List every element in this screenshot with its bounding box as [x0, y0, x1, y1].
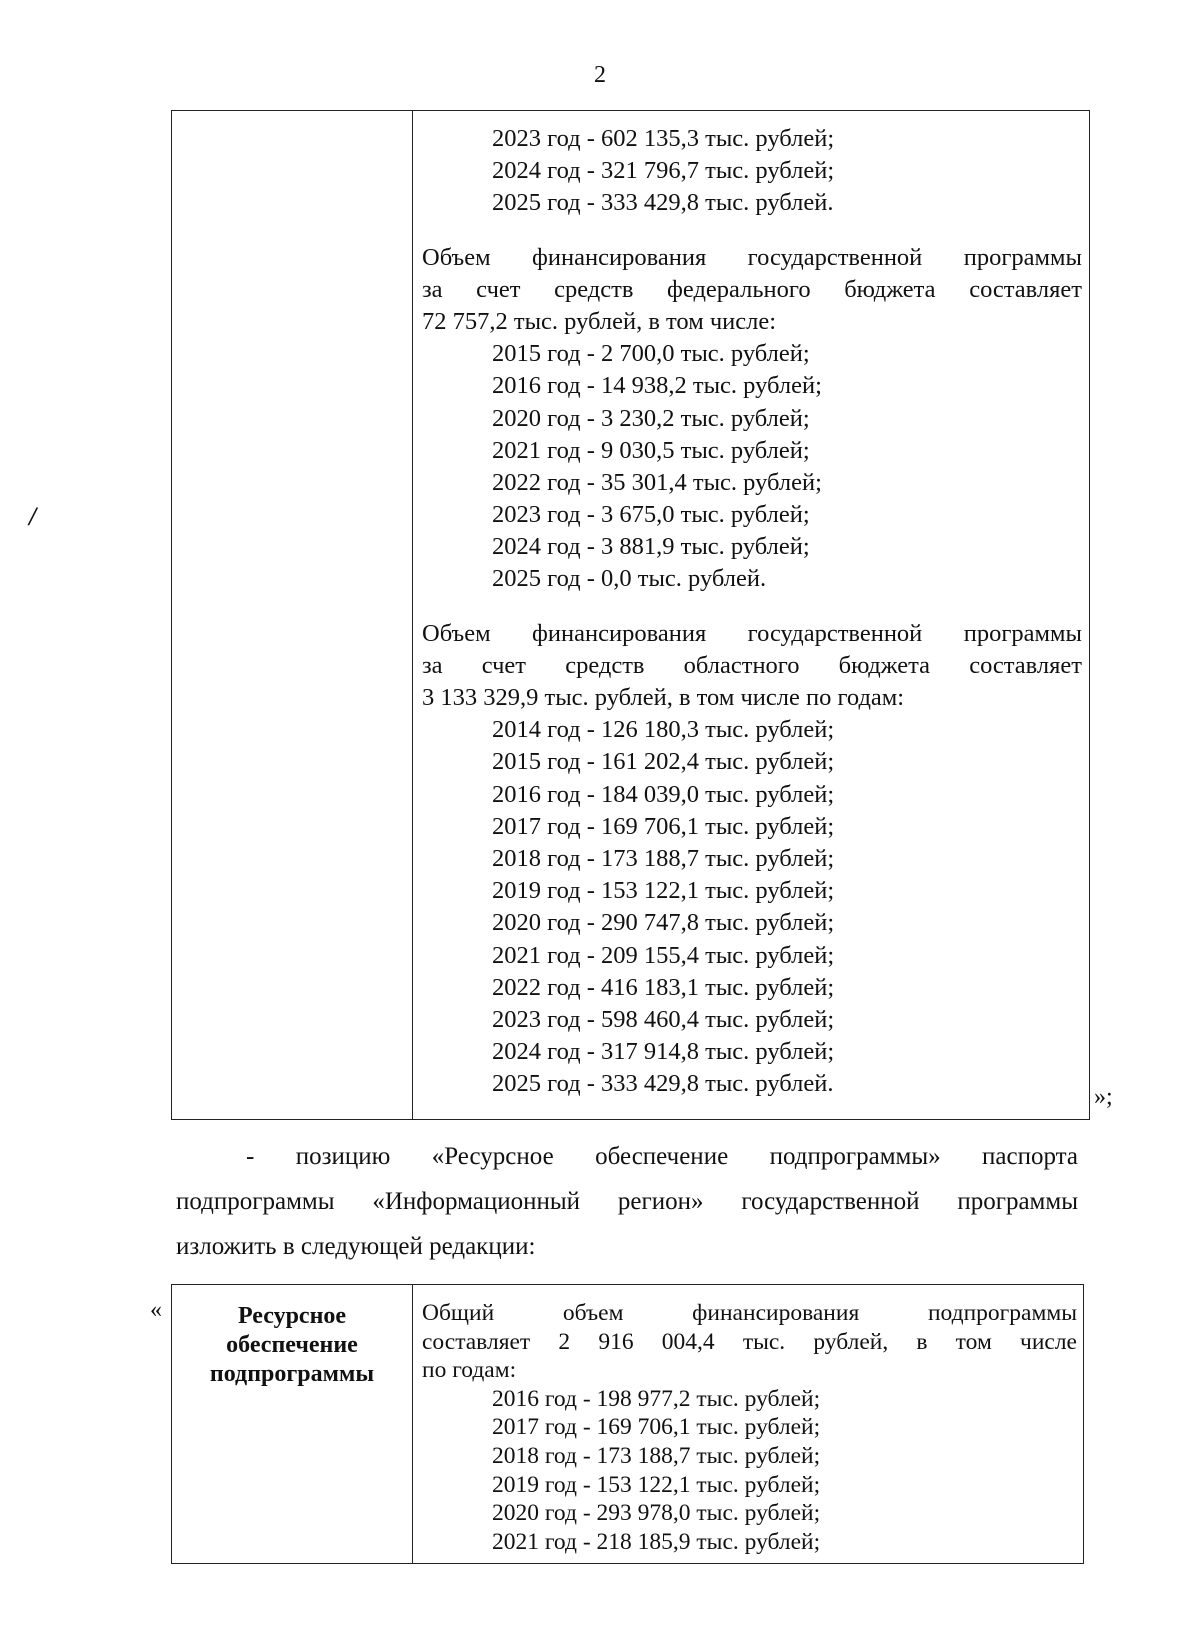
- text-line: 2018 год - 173 188,7 тыс. рублей;: [492, 1442, 821, 1469]
- resources-header-cell: [174, 1302, 410, 1389]
- text-line: 2025 год - 333 429,8 тыс. рублей.: [492, 1070, 834, 1098]
- text-line: 2024 год - 317 914,8 тыс. рублей;: [492, 1038, 835, 1066]
- header-line: подпрограммы: [209, 1361, 375, 1387]
- margin-scan-mark: /: [29, 502, 37, 531]
- text-line: 2016 год - 198 977,2 тыс. рублей;: [492, 1385, 821, 1412]
- text-line: 2016 год - 14 938,2 тыс. рублей;: [492, 372, 822, 400]
- text-line: 2024 год - 3 881,9 тыс. рублей;: [492, 533, 810, 561]
- text-line: 2017 год - 169 706,1 тыс. рублей;: [492, 1414, 821, 1441]
- text-line: 2015 год - 2 700,0 тыс. рублей;: [492, 340, 810, 368]
- text-line: 2015 год - 161 202,4 тыс. рублей;: [492, 748, 835, 776]
- text-line: 2025 год - 0,0 тыс. рублей.: [492, 565, 767, 593]
- text-line: 2025 год - 333 429,8 тыс. рублей.: [492, 189, 834, 217]
- paragraph-line: - позицию «Ресурсное обеспечение подпрограммы» паспорта: [246, 1143, 1078, 1170]
- text-line: 2021 год - 9 030,5 тыс. рублей;: [492, 436, 810, 464]
- closing-quote-mark: »;: [1094, 1084, 1113, 1110]
- text-line: за счет средств федерального бюджета составляет: [422, 275, 1082, 303]
- header-line: Ресурсное: [237, 1303, 347, 1329]
- instruction-paragraph: [176, 1134, 1078, 1269]
- header-line: обеспечение: [226, 1332, 358, 1358]
- text-line: 2022 год - 416 183,1 тыс. рублей;: [492, 973, 835, 1001]
- text-line: 2019 год - 153 122,1 тыс. рублей;: [492, 1471, 821, 1498]
- text-line: 2023 год - 598 460,4 тыс. рублей;: [492, 1005, 835, 1033]
- text-line: 2024 год - 321 796,7 тыс. рублей;: [492, 157, 835, 185]
- intro-line: Общий объем финансирования подпрограммы: [422, 1300, 1077, 1326]
- text-line: Объем финансирования государственной программы: [422, 243, 1082, 271]
- text-line: 2020 год - 3 230,2 тыс. рублей;: [492, 404, 810, 432]
- text-line: 3 133 329,9 тыс. рублей, в том числе по годам:: [422, 684, 905, 711]
- paragraph-line: подпрограммы «Информационный регион» государственной программы: [176, 1188, 1078, 1215]
- text-line: 2023 год - 3 675,0 тыс. рублей;: [492, 501, 810, 529]
- text-line: 2023 год - 602 135,3 тыс. рублей;: [492, 125, 835, 152]
- text-line: 2021 год - 209 155,4 тыс. рублей;: [492, 941, 835, 969]
- text-line: 2014 год - 126 180,3 тыс. рублей;: [492, 716, 835, 744]
- text-line: 2017 год - 169 706,1 тыс. рублей;: [492, 812, 835, 840]
- intro-line: составляет 2 916 004,4 тыс. рублей, в том числе: [422, 1328, 1077, 1355]
- text-line: Объем финансирования государственной программы: [422, 619, 1082, 647]
- text-line: за счет средств областного бюджета составляет: [422, 651, 1082, 679]
- text-line: 2016 год - 184 039,0 тыс. рублей;: [492, 780, 835, 808]
- text-line: 2018 год - 173 188,7 тыс. рублей;: [492, 844, 835, 872]
- text-line: 72 757,2 тыс. рублей, в том числе:: [422, 307, 777, 335]
- intro-line: по годам:: [422, 1357, 517, 1384]
- resources-value-cell: [422, 1299, 1077, 1556]
- funding-table-right-cell: [422, 123, 1082, 1100]
- opening-quote-mark: «: [150, 1297, 162, 1323]
- page-number: 2: [594, 62, 606, 88]
- text-line: 2022 год - 35 301,4 тыс. рублей;: [492, 468, 822, 496]
- paragraph-line: изложить в следующей редакции:: [176, 1233, 536, 1260]
- text-line: 2021 год - 218 185,9 тыс. рублей;: [492, 1528, 821, 1555]
- text-line: 2019 год - 153 122,1 тыс. рублей;: [492, 877, 835, 905]
- text-line: 2020 год - 290 747,8 тыс. рублей;: [492, 909, 835, 937]
- text-line: 2020 год - 293 978,0 тыс. рублей;: [492, 1500, 821, 1527]
